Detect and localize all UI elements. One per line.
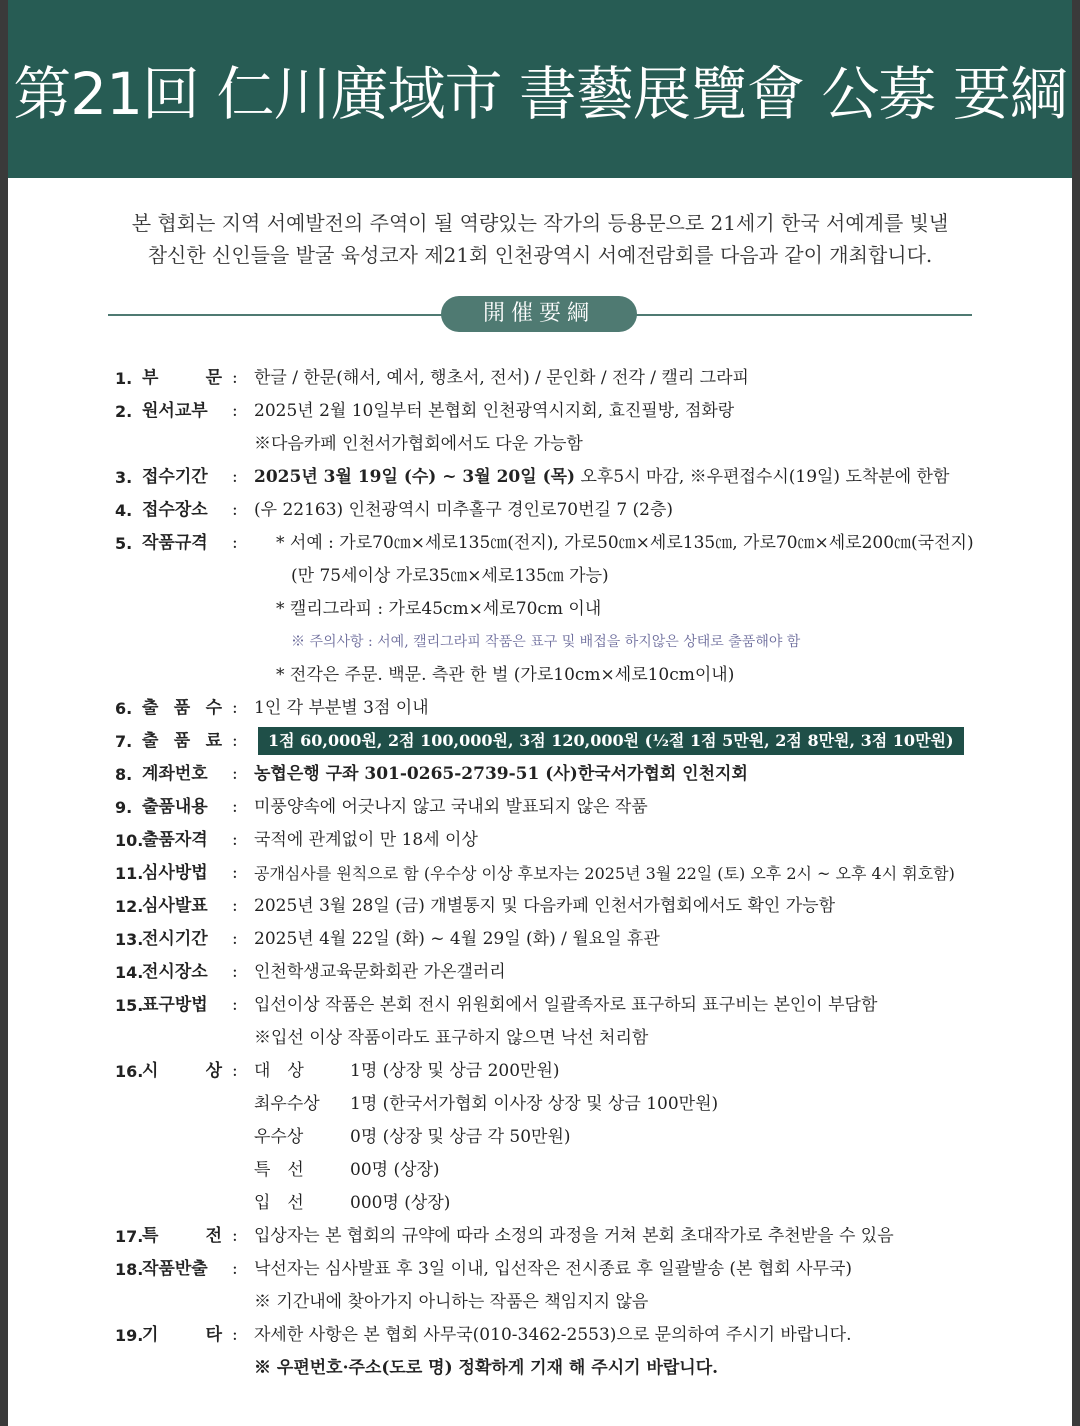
title-banner [8,0,1072,178]
colon: : [232,533,238,553]
item-label [142,923,222,956]
item-label [142,494,222,527]
item-row-18-sub [8,1286,1072,1319]
item-row-5-sub [8,593,1072,626]
prize-row [254,1187,450,1220]
colon: : [232,764,238,784]
colon: : [232,995,238,1015]
label-char: 타 [205,1325,222,1345]
item-number: 3. [115,468,133,487]
spec-line: (만 75세이상 가로35㎝×세로135㎝ 가능) [291,566,609,586]
item-row-2 [8,395,1072,428]
item-row-15-sub [8,1022,1072,1055]
item-label [142,758,222,791]
prize-name: 특 선 [254,1160,304,1180]
item-number: 19. [115,1326,144,1345]
label-char: 출 [142,731,159,751]
prize-row [254,1154,440,1187]
label-char: 시 [142,1061,159,1081]
colon: : [232,731,238,751]
item-label [142,1319,222,1352]
item-label [142,461,222,494]
item-row-3 [8,461,1072,494]
item-row-5-sub [8,659,1072,692]
item-row-10 [8,824,1072,857]
label-text: 출품자격 [142,830,208,850]
prize-detail: 1명 (한국서가협회 이사장 상장 및 상금 100만원) [350,1094,719,1114]
item-number: 18. [115,1260,144,1279]
item-number: 2. [115,402,133,421]
colon: : [232,929,238,949]
label-char: 기 [142,1325,159,1345]
label-char: 품 [173,698,191,718]
prize-name: 우수상 [254,1127,304,1147]
item-number: 4. [115,501,133,520]
label-char: 상 [205,1061,222,1081]
prize-detail: 00명 (상장) [350,1160,440,1180]
item-row-16-sub [8,1088,1072,1121]
colon: : [232,500,238,520]
item-number: 10. [115,831,144,850]
item-number: 15. [115,996,144,1015]
intro-line: 본 협회는 지역 서예발전의 주역이 될 역량있는 작가의 등용문으로 21세기 한국 서예계를 빛낼 [131,211,949,235]
colon: : [232,401,238,421]
label-char: 품 [173,731,191,751]
prize-row [254,1121,571,1154]
spec-line: * 서예 : 가로70㎝×세로135㎝(전지), 가로50㎝×세로135㎝, 가로70㎝×세로200㎝(국전지) [276,533,974,553]
prize-detail: 000명 (상장) [350,1193,451,1213]
item-list [8,362,1072,1385]
colon: : [232,1061,238,1081]
item-value: (우 22163) 인천광역시 미추홀구 경인로70번길 7 (2층) [254,500,674,520]
item-row-16-sub [8,1187,1072,1220]
label-text: 접수기간 [142,467,208,487]
notice-page [8,0,1072,1426]
value-bold: 2025년 3월 19일 (수) ~ 3월 20일 (목) [254,467,576,487]
item-row-18 [8,1253,1072,1286]
item-row-2-sub [8,428,1072,461]
item-label [142,824,222,857]
item-number: 8. [115,765,133,784]
label-text: 접수장소 [142,500,208,520]
item-label [142,725,222,758]
prize-detail: 1명 (상장 및 상금 200만원) [350,1061,560,1081]
item-number: 6. [115,699,133,718]
item-row-11 [8,857,1072,890]
section-header [108,296,972,334]
item-label [142,956,222,989]
item-label [142,1253,222,1286]
prize-row [254,1055,560,1088]
item-number: 12. [115,897,144,916]
item-label [142,791,222,824]
intro-paragraph [8,207,1072,271]
label-text: 표구방법 [142,995,208,1015]
item-subnote: ※ 기간내에 찾아가지 아니하는 작품은 책임지지 않음 [254,1292,649,1312]
item-number: 13. [115,930,144,949]
item-label [142,1055,222,1088]
item-value: 2025년 2월 10일부터 본협회 인천광역시지회, 효진필방, 점화랑 [254,401,735,421]
item-row-19-sub [8,1352,1072,1385]
item-label [142,527,222,560]
item-row-12 [8,890,1072,923]
label-text: 전시장소 [142,962,208,982]
item-label [142,1220,222,1253]
item-row-14 [8,956,1072,989]
item-number: 1. [115,369,133,388]
label-text: 심사발표 [142,896,208,916]
spec-line: * 캘리그라피 : 가로45cm×세로70cm 이내 [276,599,602,619]
label-char: 전 [205,1226,222,1246]
item-row-13 [8,923,1072,956]
item-row-7 [8,725,1072,758]
item-row-5-sub [8,560,1072,593]
item-value: 공개심사를 원칙으로 함 (우수상 이상 후보자는 2025년 3월 22일 (토) 오후 2시 ~ 오후 4시 휘호함) [254,864,955,883]
section-title: 開催要綱 [441,296,637,332]
item-label [142,362,222,395]
item-label [142,857,222,890]
item-value: 입선이상 작품은 본회 전시 위원회에서 일괄족자로 표구하되 표구비는 본인이 부담함 [254,995,878,1015]
colon: : [232,830,238,850]
colon: : [232,368,238,388]
item-number: 17. [115,1227,144,1246]
fee-highlight: 1점 60,000원, 2점 100,000원, 3점 120,000원 (½절 1점 5만원, 2점 8만원, 3점 10만원) [258,727,964,755]
intro-line: 참신한 신인들을 발굴 육성코자 제21회 인천광역시 서예전람회를 다음과 같이 개최합니다. [147,243,933,267]
item-subnote: ※다음카페 인천서가협회에서도 다운 가능함 [254,434,583,454]
colon: : [232,896,238,916]
item-number: 14. [115,963,144,982]
item-value [254,461,949,494]
prize-row [254,1088,718,1121]
value-rest: 오후5시 마감, ※우편접수시(19일) 도착분에 한함 [575,467,950,487]
item-value: 낙선자는 심사발표 후 3일 이내, 입선작은 전시종료 후 일괄발송 (본 협회 사무국) [254,1259,853,1279]
label-text: 심사방법 [142,863,208,883]
prize-name: 입 선 [254,1193,304,1213]
item-row-16-sub [8,1154,1072,1187]
label-text: 계좌번호 [142,764,208,784]
item-row-15 [8,989,1072,1022]
item-number: 16. [115,1062,144,1081]
label-text: 작품반출 [142,1259,208,1279]
item-row-9 [8,791,1072,824]
item-row-5 [8,527,1072,560]
item-value: 2025년 4월 22일 (화) ~ 4월 29일 (화) / 월요일 휴관 [254,929,660,949]
label-char: 출 [142,698,159,718]
item-row-8 [8,758,1072,791]
item-row-16-sub [8,1121,1072,1154]
prize-detail: 0명 (상장 및 상금 각 50만원) [350,1127,571,1147]
caution-note: ※ 주의사항 : 서예, 캘리그라피 작품은 표구 및 배접을 하지않은 상태로 출품해야 함 [291,634,801,650]
colon: : [232,1325,238,1345]
item-row-5-sub [8,626,1072,659]
item-label [142,692,222,725]
item-value: 한글 / 한문(해서, 예서, 행초서, 전서) / 문인화 / 전각 / 캘리 그라피 [254,368,749,388]
item-value: 입상자는 본 협회의 규약에 따라 소정의 과정을 거쳐 본회 초대작가로 추천받을 수 있음 [254,1226,894,1246]
item-row-1 [8,362,1072,395]
prize-name: 최우수상 [254,1094,320,1114]
colon: : [232,863,238,883]
colon: : [232,1226,238,1246]
account-number: 농협은행 구좌 301-0265-2739-51 (사)한국서가협회 인천지회 [254,764,748,784]
label-char: 료 [205,731,222,751]
label-text: 작품규격 [142,533,208,553]
page-title: 第21回 仁川廣域市 書藝展覽會 公募 要綱 [13,60,1067,128]
colon: : [232,797,238,817]
item-value: 미풍양속에 어긋나지 않고 국내외 발표되지 않은 작품 [254,797,648,817]
colon: : [232,1259,238,1279]
colon: : [232,698,238,718]
label-char: 특 [142,1226,159,1246]
item-number: 7. [115,732,133,751]
colon: : [232,467,238,487]
item-subnote: ※입선 이상 작품이라도 표구하지 않으면 낙선 처리함 [254,1028,649,1048]
important-note: ※ 우편번호·주소(도로 명) 정확하게 기재 해 주시기 바랍니다. [254,1358,719,1378]
item-row-6 [8,692,1072,725]
item-label [142,989,222,1022]
label-text: 원서교부 [142,401,208,421]
item-value: 국적에 관계없이 만 18세 이상 [254,830,478,850]
label-text: 출품내용 [142,797,208,817]
colon: : [232,962,238,982]
item-number: 9. [115,798,133,817]
label-char: 문 [205,368,222,388]
item-row-17 [8,1220,1072,1253]
item-number: 5. [115,534,133,553]
item-value: 자세한 사항은 본 협회 사무국(010-3462-2553)으로 문의하여 주시기 바랍니다. [254,1325,852,1345]
item-label [142,890,222,923]
label-char: 수 [205,698,222,718]
item-row-4 [8,494,1072,527]
item-value: 2025년 3월 28일 (금) 개별통지 및 다음카페 인천서가협회에서도 확인 가능함 [254,896,836,916]
item-number: 11. [115,864,144,883]
spec-line: * 전각은 주문. 백문. 측관 한 벌 (가로10cm×세로10cm이내) [276,665,735,685]
item-value: 1인 각 부분별 3점 이내 [254,698,429,718]
item-value: 인천학생교육문화회관 가온갤러리 [254,962,506,982]
item-row-16 [8,1055,1072,1088]
label-char: 부 [142,368,159,388]
prize-name: 대 상 [254,1061,304,1081]
item-label [142,395,222,428]
item-row-19 [8,1319,1072,1352]
label-text: 전시기간 [142,929,208,949]
